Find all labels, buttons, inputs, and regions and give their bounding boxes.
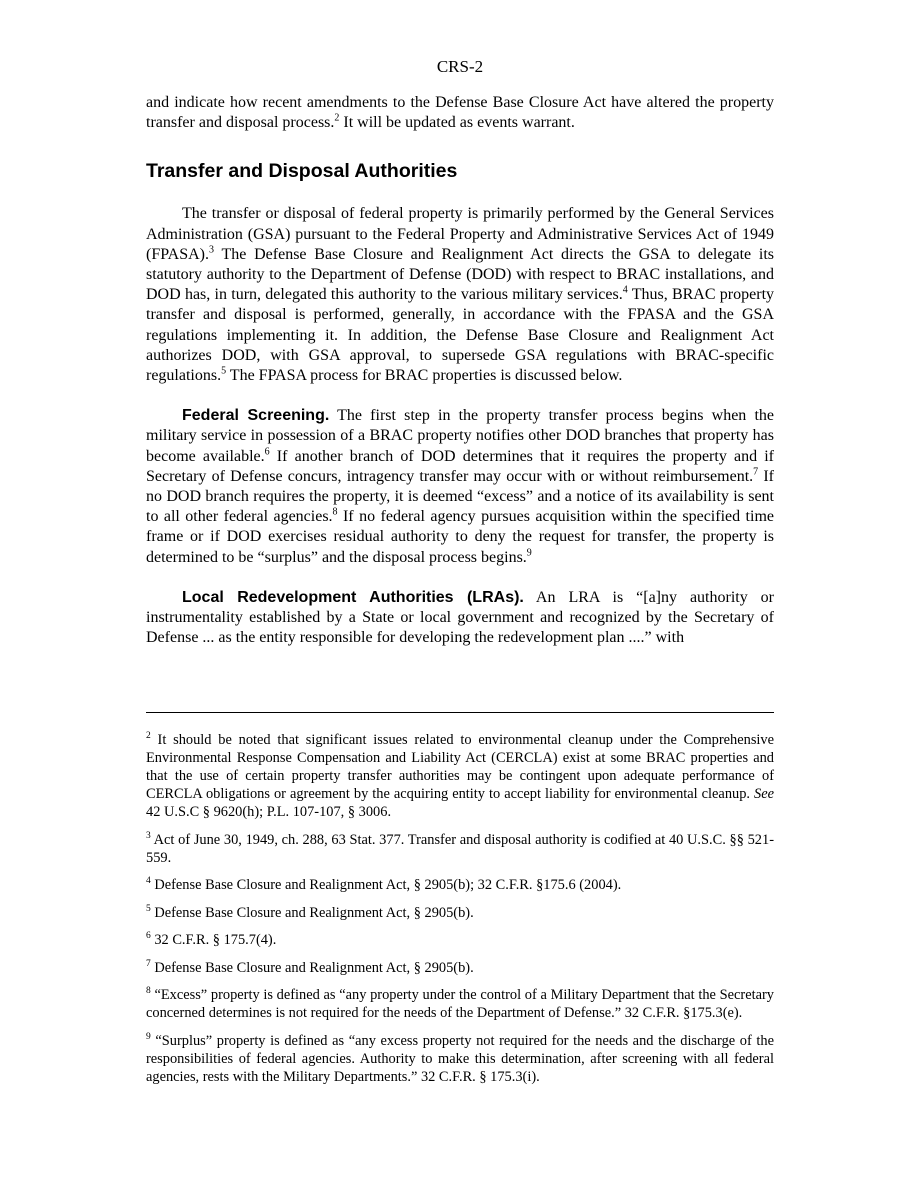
footnote-text: Defense Base Closure and Realignment Act, § 2905(b); 32 C.F.R. §175.6 (2004). [150, 877, 622, 893]
footnote-ref[interactable]: 4 [622, 284, 628, 296]
paragraph-text: If no DOD branch requires the property, it is deemed “excess” and a notice of its availability is sent to all other federal agencies. [146, 467, 775, 526]
intro-paragraph [146, 93, 774, 133]
paragraph-lra [146, 588, 774, 649]
footnote-number: 4 [146, 876, 151, 887]
footnote [146, 986, 774, 1022]
footnote-number: 5 [146, 903, 151, 914]
section-heading: Transfer and Disposal Authorities [146, 160, 458, 183]
paragraph-text: If no federal agency pursues acquisition within the specified time frame or if DOD exercises residual authority to deny the request for transfer, the property is determined to be “surplus” and the disposal process begins. [146, 508, 774, 566]
footnote-ref[interactable]: 6 [264, 446, 270, 458]
footnote-text: “Excess” property is defined as “any property under the control of a Military Department that the Secretary concerned determines is not required for the needs of the Department of Defense.” 32 C.F.R. §175.3(e). [146, 987, 774, 1021]
footnote [146, 1032, 774, 1086]
footnote-text: “Surplus” property is defined as “any excess property not required for the needs and the discharge of the responsibilities of federal agencies. Authority to make this determination, after screening with all federal agencies, rests with the Military Departments.” 32 C.F.R. § 175.3(i). [146, 1032, 774, 1085]
paragraph-text: The first step in the property transfer process begins when the military service in possession of a BRAC property notifies other DOD branches that property has become available. [146, 407, 774, 465]
paragraph-federal-screening [146, 406, 774, 568]
page-number: CRS-2 [436, 57, 484, 76]
footnote-text: Defense Base Closure and Realignment Act, § 2905(b). [150, 959, 474, 976]
footnote-number: 9 [146, 1031, 151, 1042]
footnote-ref[interactable]: 3 [209, 244, 214, 256]
run-in-heading: Local Redevelopment Authorities (LRAs). [182, 588, 524, 606]
footnote-ref[interactable]: 9 [526, 547, 532, 559]
intro-text: It will be updated as events warrant. [339, 114, 575, 132]
footnote-text: Act of June 30, 1949, ch. 288, 63 Stat. 377. Transfer and disposal authority is codified at 40 U.S.C. §§ 521-559. [146, 831, 774, 866]
paragraph-text: The FPASA process for BRAC properties is discussed below. [226, 367, 623, 385]
footnote [146, 959, 774, 977]
footnote-ref[interactable]: 5 [221, 365, 227, 377]
intro-text: and indicate how recent amendments to the Defense Base Closure Act have altered the property transfer and disposal process. [146, 94, 774, 132]
paragraph-text: An LRA is “[a]ny authority or instrumentality established by a State or local government and recognized by the Secretary of Defense ... as the entity responsible for developing the redevelopment plan ....” with [146, 588, 774, 647]
paragraph-text: The Defense Base Closure and Realignment Act directs the GSA to delegate its statutory authority to the Department of Defense (DOD) with respect to BRAC installations, and DOD has, in turn, delegated this authority to the various military services. [146, 245, 774, 304]
body-text [146, 93, 774, 648]
footnote-citation-signal: See [754, 786, 774, 802]
paragraph-authorities [146, 204, 774, 386]
footnote-text: It should be noted that significant issues related to environmental cleanup under the Comprehensive Environmental Response Compensation and Liability Act (CERCLA) exist at some BRAC properties and that the use of certain property transfer authorities may be contingent upon adequate performance of CERCLA obligations or agreement by the acquiring entity to accept liability for environmental cleanup. [146, 732, 774, 802]
footnote [146, 731, 774, 821]
paragraph-text: The transfer or disposal of federal property is primarily performed by the General Services Administration (GSA) pursuant to the Federal Property and Administrative Services Act of 1949 (FPASA). [146, 205, 774, 263]
footnote-text: 32 C.F.R. § 175.7(4). [150, 932, 277, 948]
footnote [146, 876, 774, 894]
footnotes [146, 731, 774, 1095]
footnote [146, 831, 774, 867]
run-in-heading: Federal Screening. [182, 407, 330, 425]
footnote-ref[interactable]: 7 [753, 466, 759, 478]
footnote [146, 931, 774, 949]
footnote-number: 8 [146, 986, 151, 997]
paragraph-text: If another branch of DOD determines that it requires the property and if Secretary of Defense concurs, intragency transfer may occur with or without reimbursement. [146, 447, 775, 485]
paragraph-text: Thus, BRAC property transfer and disposal is performed, generally, in accordance with the FPASA and the GSA regulations implementing it. In addition, the Defense Base Closure and Realignment Act authorizes DOD, with GSA approval, to supersede GSA regulations with BRAC-specific regulations. [146, 286, 775, 385]
footnote-number: 3 [146, 830, 151, 841]
footnote-number: 6 [146, 931, 151, 942]
footnote-text: 42 U.S.C § 9620(h); P.L. 107-107, § 3006. [146, 804, 392, 820]
footnote-number: 2 [146, 731, 151, 742]
footnote-number: 7 [146, 958, 151, 969]
footnote-ref[interactable]: 2 [334, 112, 340, 124]
footnote-ref[interactable]: 8 [332, 506, 338, 518]
footnote-divider [146, 712, 774, 713]
footnote-text: Defense Base Closure and Realignment Act, § 2905(b). [150, 904, 474, 921]
footnote [146, 904, 774, 922]
